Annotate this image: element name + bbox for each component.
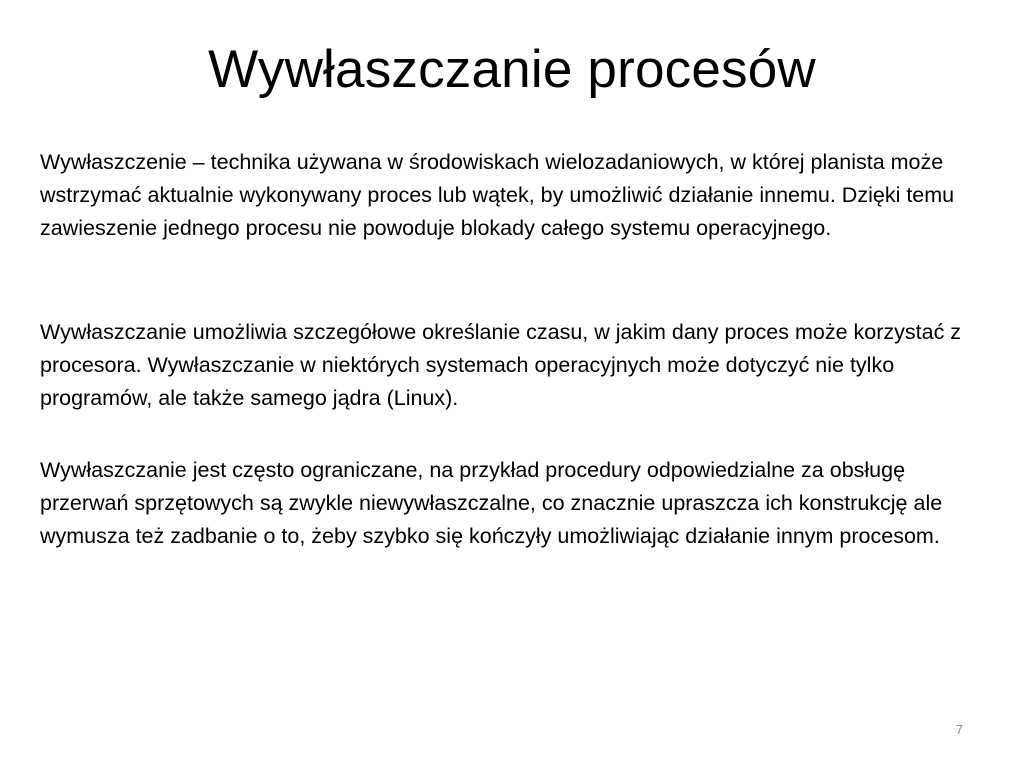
paragraph-cpu-time-control: Wywłaszczanie umożliwia szczegółowe określanie czasu, w jakim dany proces może korzystać z procesora. Wywłaszczanie w niektórych systemach operacyjnych może dotyczyć nie tylko programów, ale także samego jądra (Linux). (40, 320, 962, 410)
paragraph-preemption-definition: Wywłaszczenie – technika używana w środowiskach wielozadaniowych, w której planista może wstrzymać aktualnie wykonywany proces lub wątek, by umożliwić działanie innemu. Dzięki temu zawieszenie jednego procesu nie powoduje blokady całego systemu operacyjnego. (40, 150, 955, 240)
slide-body (40, 146, 990, 553)
slide-title: Wywłaszczanie procesów (208, 40, 816, 99)
paragraph-interrupt-handlers: Wywłaszczanie jest często ograniczane, na przykład procedury odpowiedzialne za obsługę przerwań sprzętowych są zwykle niewywłaszczalne, co znacznie upraszcza ich konstrukcję ale wymusza też zadbanie o to, żeby szybko się kończyły umożliwiając działanie innym procesom. (40, 458, 943, 548)
page-number: 7 (955, 722, 963, 737)
